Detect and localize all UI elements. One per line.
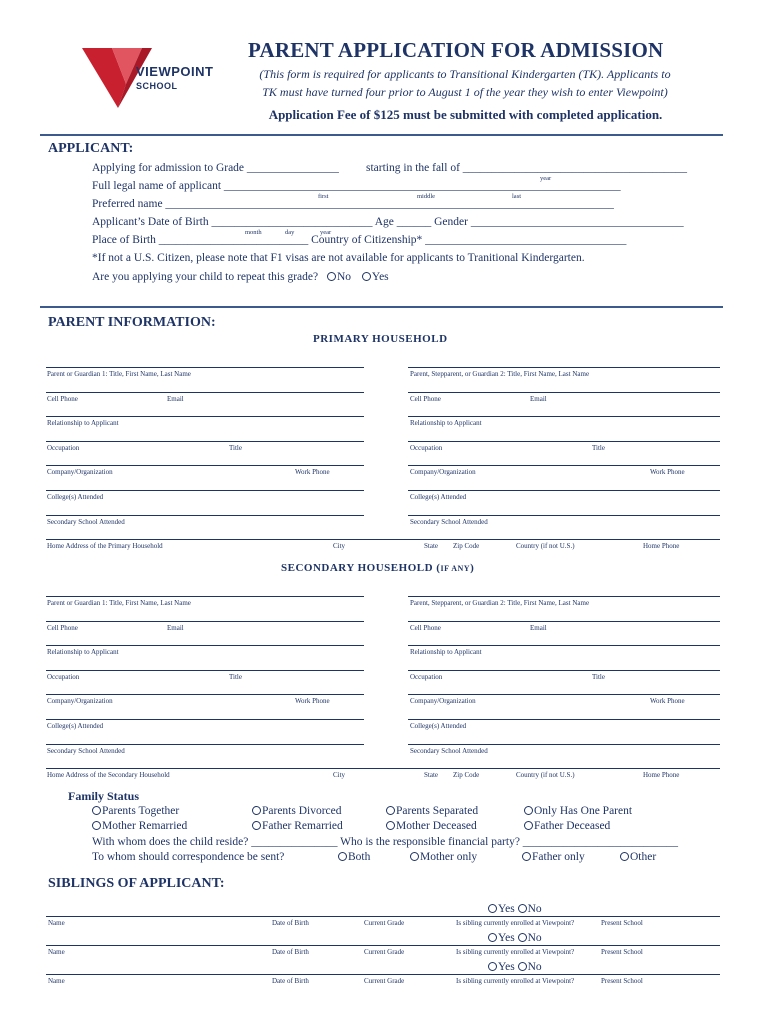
field-label-rel: Relationship to Applicant xyxy=(47,648,119,657)
logo-name: VIEWPOINT xyxy=(136,64,214,79)
field-label-rel: Relationship to Applicant xyxy=(47,419,119,428)
radio-icon[interactable] xyxy=(518,933,527,942)
field-label-college: College(s) Attended xyxy=(47,722,104,730)
radio-icon[interactable] xyxy=(522,852,531,861)
radio-icon[interactable] xyxy=(92,806,101,815)
field-line[interactable] xyxy=(46,621,364,622)
field-line[interactable] xyxy=(408,719,720,720)
field-line[interactable] xyxy=(46,515,364,516)
field-line[interactable] xyxy=(408,744,720,745)
field-line[interactable] xyxy=(46,719,364,720)
family-opt-label: Mother Remarried xyxy=(102,820,188,832)
field-label-email: Email xyxy=(167,394,184,403)
day-hint: day xyxy=(285,229,295,236)
family-opt-label: Parents Together xyxy=(102,805,180,817)
family-opt-label: Only Has One Parent xyxy=(534,805,633,817)
field-line[interactable] xyxy=(408,621,720,622)
grade-field[interactable]: Applying for admission to Grade ________________ xyxy=(92,162,339,174)
if-any-label: IF ANY xyxy=(440,564,471,573)
preferred-name-field[interactable]: Preferred name ______________________________________________________________________________ xyxy=(92,198,614,210)
repeat-grade-label: Are you applying your child to repeat this grade? xyxy=(92,271,319,283)
sibling-label-school: Present School xyxy=(601,948,643,956)
radio-icon[interactable] xyxy=(488,904,497,913)
sibling-label-dob: Date of Birth xyxy=(272,919,309,927)
field-label-cell: Cell Phone xyxy=(47,623,78,632)
field-label-email: Email xyxy=(167,623,184,632)
field-line[interactable] xyxy=(408,596,720,597)
sibling-label-enrolled: Is sibling currently enrolled at Viewpoint? xyxy=(456,948,575,956)
month-hint: month xyxy=(245,229,262,236)
sibling-label-name: Name xyxy=(48,948,65,956)
header-divider xyxy=(40,134,723,136)
dob-year-hint: year xyxy=(320,229,332,236)
field-line[interactable] xyxy=(408,465,720,466)
field-label-titlelbl: Title xyxy=(229,672,242,681)
radio-icon[interactable] xyxy=(410,852,419,861)
radio-icon[interactable] xyxy=(386,821,395,830)
home-address-line[interactable] xyxy=(46,539,720,540)
field-label-occ: Occupation xyxy=(410,443,443,452)
siblings-heading: SIBLINGS OF APPLICANT: xyxy=(48,876,225,891)
sibling-line[interactable] xyxy=(46,916,720,917)
subtitle-line-1: (This form is required for applicants to Transitional Kindergarten (TK). Applicants to xyxy=(259,67,671,81)
field-label-city: City xyxy=(333,542,346,551)
repeat-no-label: No xyxy=(336,271,352,283)
field-line[interactable] xyxy=(408,515,720,516)
field-label-secondary_school: Secondary School Attended xyxy=(410,517,488,526)
field-line[interactable] xyxy=(408,490,720,491)
sibling-label-school: Present School xyxy=(601,977,643,985)
field-label-cell: Cell Phone xyxy=(410,394,441,403)
sibling-label-grade: Current Grade xyxy=(364,948,405,956)
radio-icon[interactable] xyxy=(488,962,497,971)
family-opt-4[interactable] xyxy=(524,805,632,817)
field-label-college: College(s) Attended xyxy=(47,493,104,501)
field-label-homephone: Home Phone xyxy=(643,542,680,551)
radio-icon[interactable] xyxy=(92,821,101,830)
primary-household-heading: PRIMARY HOUSEHOLD xyxy=(313,333,448,345)
field-label-zip: Zip Code xyxy=(453,771,480,780)
field-line[interactable] xyxy=(46,367,364,368)
field-label-homephone: Home Phone xyxy=(643,771,680,780)
field-label-rel: Relationship to Applicant xyxy=(410,419,482,428)
sibling-label-dob: Date of Birth xyxy=(272,977,309,985)
field-line[interactable] xyxy=(46,392,364,393)
sibling-line[interactable] xyxy=(46,945,720,946)
field-label-cell: Cell Phone xyxy=(47,394,78,403)
corr-other-label: Other xyxy=(630,851,657,863)
corr-both[interactable] xyxy=(338,851,370,863)
field-label-home_secondary: Home Address of the Secondary Household xyxy=(47,771,170,780)
field-label-rel: Relationship to Applicant xyxy=(410,648,482,657)
sibling-line[interactable] xyxy=(46,974,720,975)
field-label-work: Work Phone xyxy=(295,697,330,706)
radio-icon[interactable] xyxy=(338,852,347,861)
field-label-zip: Zip Code xyxy=(453,542,480,551)
field-label-work: Work Phone xyxy=(295,468,330,477)
field-label-occ: Occupation xyxy=(47,672,80,681)
field-label-work: Work Phone xyxy=(650,697,685,706)
last-hint: last xyxy=(512,193,522,200)
field-label-state: State xyxy=(424,542,438,551)
field-label-secondary_school: Secondary School Attended xyxy=(47,746,125,755)
repeat-grade-question xyxy=(92,271,389,283)
sibling-label-grade: Current Grade xyxy=(364,919,405,927)
correspondence-label: To whom should correspondence be sent? xyxy=(92,851,285,863)
field-label-secondary_school: Secondary School Attended xyxy=(410,746,488,755)
field-label-g1: Parent or Guardian 1: Title, First Name, Last Name xyxy=(47,599,191,607)
family-opt-label: Parents Separated xyxy=(396,805,479,817)
sibling-yes-label: Yes xyxy=(498,903,515,915)
applicant-divider xyxy=(40,306,723,308)
school-logo xyxy=(82,44,242,114)
dob-age-gender-field[interactable]: Applicant’s Date of Birth ____________________________ Age ______ Gender _____________________________________ xyxy=(92,216,684,228)
sibling-no-label: No xyxy=(527,903,542,915)
field-label-email: Email xyxy=(530,394,547,403)
first-hint: first xyxy=(318,193,329,200)
sibling-no-label: No xyxy=(527,961,542,973)
field-label-titlelbl: Title xyxy=(229,443,242,452)
family-opt-label: Father Remarried xyxy=(262,820,343,832)
field-label-city: City xyxy=(333,771,346,780)
field-label-college: College(s) Attended xyxy=(410,493,467,501)
sibling-label-enrolled: Is sibling currently enrolled at Viewpoint? xyxy=(456,977,575,985)
field-line[interactable] xyxy=(46,416,364,417)
page-title: PARENT APPLICATION FOR ADMISSION xyxy=(248,38,664,62)
radio-icon[interactable] xyxy=(524,806,533,815)
field-label-titlelbl: Title xyxy=(592,672,605,681)
corr-father-label: Father only xyxy=(532,851,585,863)
family-opt-label: Father Deceased xyxy=(534,820,611,832)
field-line[interactable] xyxy=(46,670,364,671)
field-label-company: Company/Organization xyxy=(47,468,113,477)
corr-mother-label: Mother only xyxy=(420,851,478,863)
secondary-household-heading: SECONDARY HOUSEHOLD (IF ANY) xyxy=(281,562,475,574)
sibling-label-name: Name xyxy=(48,977,65,985)
visa-note: *If not a U.S. Citizen, please note that F1 visas are not available for applicants to Tranitional Kindergarten. xyxy=(92,252,585,264)
field-line[interactable] xyxy=(408,441,720,442)
repeat-yes-radio[interactable] xyxy=(362,272,371,281)
corr-father[interactable] xyxy=(522,851,585,863)
repeat-no-radio[interactable] xyxy=(327,272,336,281)
subtitle-line-2: TK must have turned four prior to August 1 of the year they wish to enter Viewpoint) xyxy=(262,85,668,99)
field-label-country: Country (if not U.S.) xyxy=(516,542,575,551)
field-line[interactable] xyxy=(46,596,364,597)
field-label-g1: Parent or Guardian 1: Title, First Name, Last Name xyxy=(47,370,191,378)
fall-year-field[interactable]: starting in the fall of _______________________________________ xyxy=(366,162,688,174)
sibling-no-label: No xyxy=(527,932,542,944)
birthplace-citizenship-field[interactable]: Place of Birth __________________________ Country of Citizenship* ___________________________________ xyxy=(92,234,627,246)
field-label-cell: Cell Phone xyxy=(410,623,441,632)
repeat-yes-label: Yes xyxy=(371,271,389,283)
family-opt-6[interactable] xyxy=(252,820,343,832)
legal-name-field[interactable]: Full legal name of applicant _____________________________________________________________________ xyxy=(92,180,621,192)
reside-financial-field[interactable]: With whom does the child reside? _______________ Who is the responsible financial party? ___________________________ xyxy=(92,836,679,848)
field-line[interactable] xyxy=(46,441,364,442)
family-status-heading: Family Status xyxy=(68,789,140,803)
field-label-state: State xyxy=(424,771,438,780)
field-label-g2: Parent, Stepparent, or Guardian 2: Title, First Name, Last Name xyxy=(410,599,590,607)
field-line[interactable] xyxy=(408,367,720,368)
corr-mother[interactable] xyxy=(410,851,477,863)
sibling-yes-label: Yes xyxy=(498,932,515,944)
field-label-occ: Occupation xyxy=(410,672,443,681)
applicant-heading: APPLICANT: xyxy=(48,141,134,156)
corr-both-label: Both xyxy=(348,851,371,863)
family-opt-label: Parents Divorced xyxy=(262,805,342,817)
radio-icon[interactable] xyxy=(518,904,527,913)
radio-icon[interactable] xyxy=(252,806,261,815)
field-line[interactable] xyxy=(46,465,364,466)
field-label-company: Company/Organization xyxy=(410,697,476,706)
sibling-label-name: Name xyxy=(48,919,65,927)
sibling-enrolled-radios xyxy=(488,903,542,915)
sibling-yes-label: Yes xyxy=(498,961,515,973)
family-opt-label: Mother Deceased xyxy=(396,820,477,832)
sibling-label-dob: Date of Birth xyxy=(272,948,309,956)
field-label-work: Work Phone xyxy=(650,468,685,477)
family-opt-5[interactable] xyxy=(92,820,187,832)
field-line[interactable] xyxy=(46,744,364,745)
sibling-enrolled-radios xyxy=(488,932,542,944)
family-opt-1[interactable] xyxy=(92,805,179,817)
family-opt-2[interactable] xyxy=(252,805,342,817)
field-line[interactable] xyxy=(408,670,720,671)
parent-info-heading: PARENT INFORMATION: xyxy=(48,315,216,330)
year-hint: year xyxy=(540,175,552,182)
field-label-company: Company/Organization xyxy=(410,468,476,477)
field-label-country: Country (if not U.S.) xyxy=(516,771,575,780)
field-line[interactable] xyxy=(408,694,720,695)
field-line[interactable] xyxy=(46,645,364,646)
radio-icon[interactable] xyxy=(488,933,497,942)
field-label-g2: Parent, Stepparent, or Guardian 2: Title, First Name, Last Name xyxy=(410,370,590,378)
sibling-label-enrolled: Is sibling currently enrolled at Viewpoint? xyxy=(456,919,575,927)
secondary-household-label: SECONDARY HOUSEHOLD xyxy=(281,562,434,574)
field-label-titlelbl: Title xyxy=(592,443,605,452)
field-line[interactable] xyxy=(408,416,720,417)
radio-icon[interactable] xyxy=(524,821,533,830)
home-address-line[interactable] xyxy=(46,768,720,769)
corr-other[interactable] xyxy=(620,851,656,863)
field-line[interactable] xyxy=(46,490,364,491)
field-line[interactable] xyxy=(408,645,720,646)
radio-icon[interactable] xyxy=(620,852,629,861)
middle-hint: middle xyxy=(417,193,436,200)
field-label-college: College(s) Attended xyxy=(410,722,467,730)
family-opt-3[interactable] xyxy=(386,805,478,817)
field-label-occ: Occupation xyxy=(47,443,80,452)
radio-icon[interactable] xyxy=(252,821,261,830)
field-label-company: Company/Organization xyxy=(47,697,113,706)
application-fee-note: Application Fee of $125 must be submitted with completed application. xyxy=(268,107,663,122)
sibling-label-grade: Current Grade xyxy=(364,977,405,985)
radio-icon[interactable] xyxy=(386,806,395,815)
field-line[interactable] xyxy=(46,694,364,695)
sibling-enrolled-radios xyxy=(488,961,542,973)
radio-icon[interactable] xyxy=(518,962,527,971)
sibling-label-school: Present School xyxy=(601,919,643,927)
logo-sub: SCHOOL xyxy=(136,81,178,91)
field-label-home_primary: Home Address of the Primary Household xyxy=(47,542,163,551)
family-opt-7[interactable] xyxy=(386,820,477,832)
field-label-email: Email xyxy=(530,623,547,632)
family-opt-8[interactable] xyxy=(524,820,610,832)
field-line[interactable] xyxy=(408,392,720,393)
field-label-secondary_school: Secondary School Attended xyxy=(47,517,125,526)
